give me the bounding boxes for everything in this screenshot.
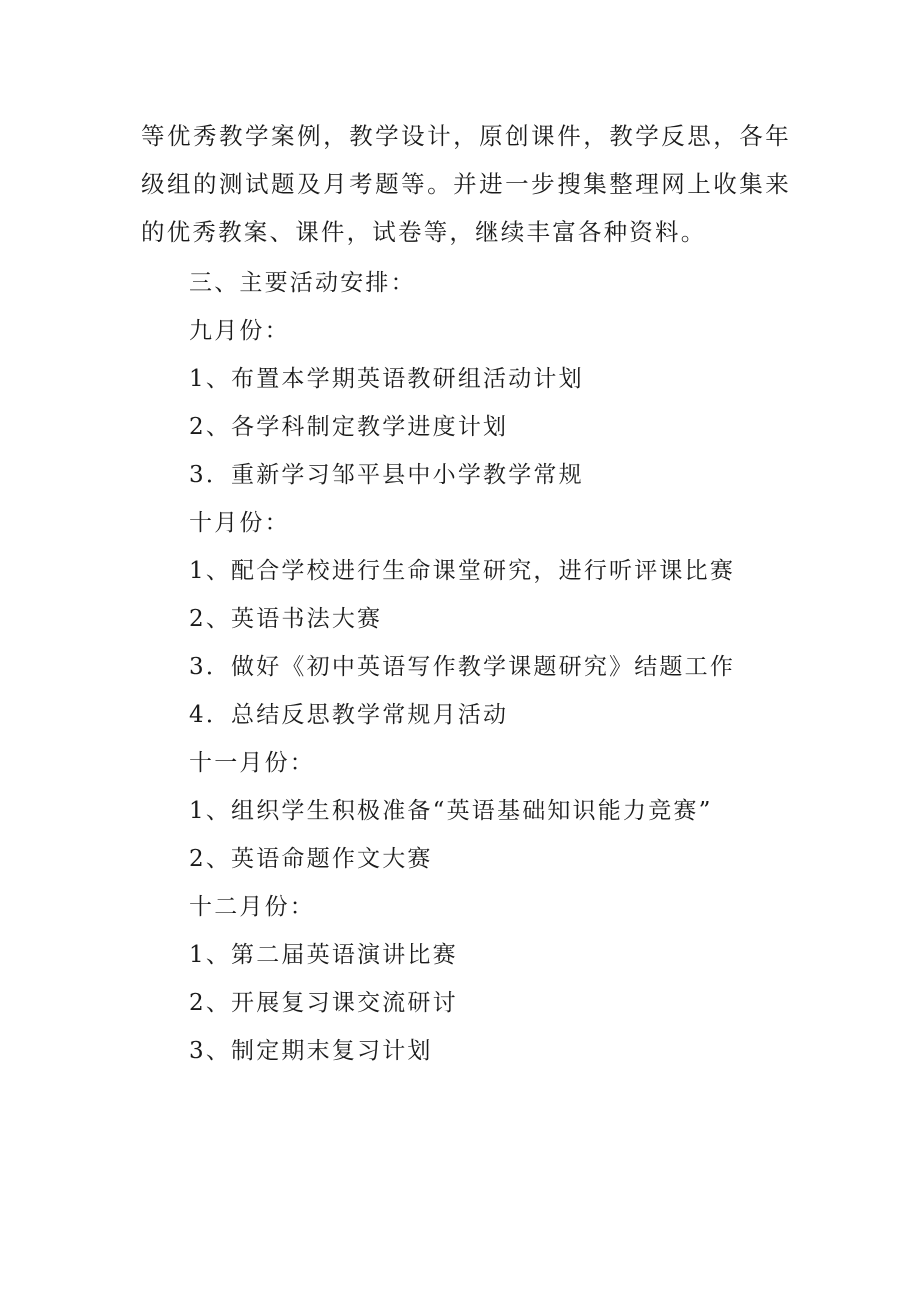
- list-item: 1、配合学校进行生命课堂研究，进行听评课比赛: [189, 558, 736, 584]
- list-item: 3、制定期末复习计划: [189, 1038, 433, 1064]
- month-title-october: 十月份：: [189, 510, 290, 536]
- list-item: 1、组织学生积极准备“英语基础知识能力竞赛”: [189, 798, 713, 824]
- list-item: 3．做好《初中英语写作教学课题研究》结题工作: [189, 654, 736, 680]
- month-title-november: 十一月份：: [189, 750, 315, 776]
- section-heading: 三、主要活动安排：: [189, 270, 416, 296]
- list-item: 2、各学科制定教学进度计划: [189, 414, 509, 440]
- list-item: 1、布置本学期英语教研组活动计划: [189, 366, 584, 392]
- list-item: 2、英语命题作文大赛: [189, 846, 433, 872]
- list-item: 2、开展复习课交流研讨: [189, 990, 458, 1016]
- month-title-december: 十二月份：: [189, 894, 315, 920]
- list-item: 3．重新学习邹平县中小学教学常规: [189, 462, 584, 488]
- list-item: 1、第二届英语演讲比赛: [189, 942, 458, 968]
- body-paragraph: 等优秀教学案例，教学设计，原创课件，教学反思，各年级组的测试题及月考题等。并进一步搜集整理网上收集来的优秀教案、课件，试卷等，继续丰富各种资料。: [141, 122, 791, 246]
- list-item: 2、英语书法大赛: [189, 606, 383, 632]
- list-item: 4．总结反思教学常规月活动: [189, 702, 509, 728]
- month-title-september: 九月份：: [189, 318, 290, 344]
